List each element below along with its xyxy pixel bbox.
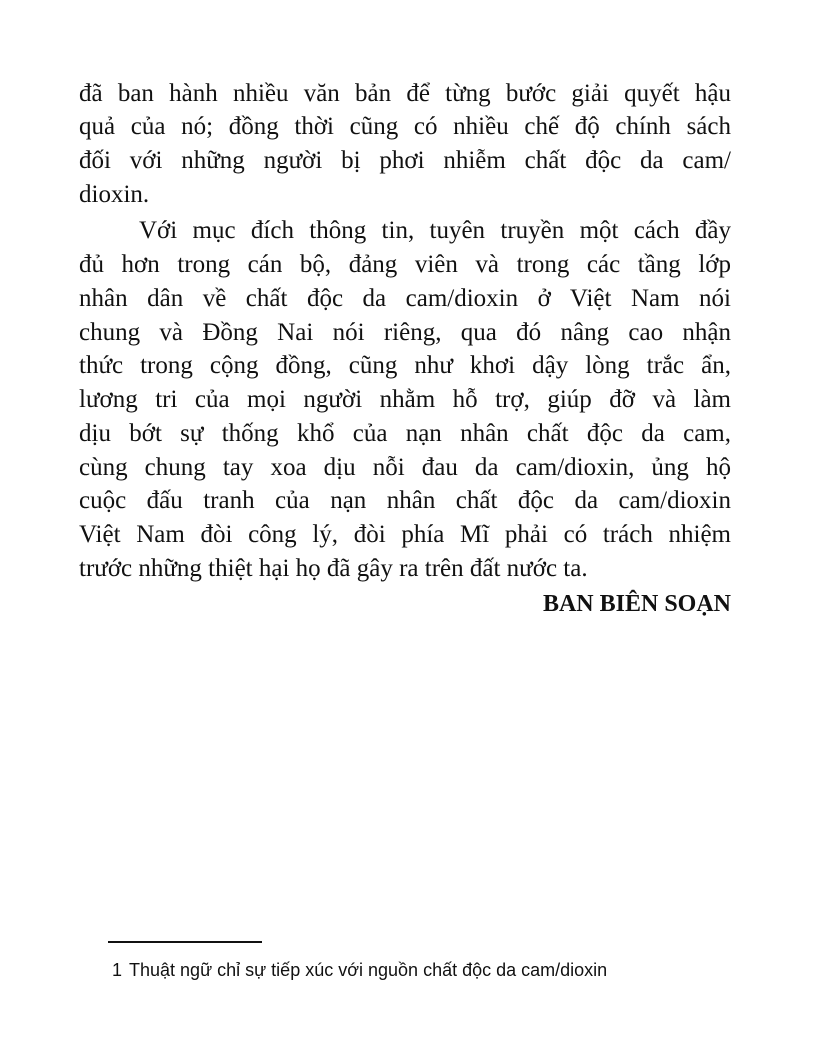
footnote-number: 1 <box>112 960 123 980</box>
footnote <box>112 956 607 984</box>
text-line: dioxin. <box>79 181 150 208</box>
text-line: trước những thiệt hại họ đã gây ra trên đất nước ta. <box>79 555 588 582</box>
text-line: cuộc đấu tranh của nạn nhân chất độc da cam/dioxin <box>79 487 731 514</box>
text-line: cùng chung tay xoa dịu nỗi đau da cam/dioxin, ủng hộ <box>79 454 731 481</box>
text-line: quả của nó; đồng thời cũng có nhiều chế độ chính sách <box>79 113 731 140</box>
signature: BAN BIÊN SOẠN <box>542 591 731 617</box>
text-line: dịu bớt sự thống khổ của nạn nhân chất độc da cam, <box>79 420 731 447</box>
text-line: đủ hơn trong cán bộ, đảng viên và trong các tầng lớp <box>79 251 731 278</box>
text-line: lương tri của mọi người nhằm hỗ trợ, giúp đỡ và làm <box>79 386 731 413</box>
text-line: chung và Đồng Nai nói riêng, qua đó nâng cao nhận <box>79 319 731 346</box>
text-line: Việt Nam đòi công lý, đòi phía Mĩ phải có trách nhiệm <box>79 521 731 548</box>
text-line: đối với những người bị phơi nhiễm chất độc da cam/ <box>79 147 731 174</box>
text-line: thức trong cộng đồng, cũng như khơi dậy lòng trắc ẩn, <box>79 352 731 379</box>
text-line: đã ban hành nhiều văn bản để từng bước giải quyết hậu <box>79 80 731 107</box>
text-line: Với mục đích thông tin, tuyên truyền một cách đầy <box>139 217 731 244</box>
footnote-divider <box>108 941 262 943</box>
text-line: nhân dân về chất độc da cam/dioxin ở Việt Nam nói <box>79 285 731 312</box>
footnote-text: Thuật ngữ chỉ sự tiếp xúc với nguồn chất độc da cam/dioxin <box>129 960 608 980</box>
